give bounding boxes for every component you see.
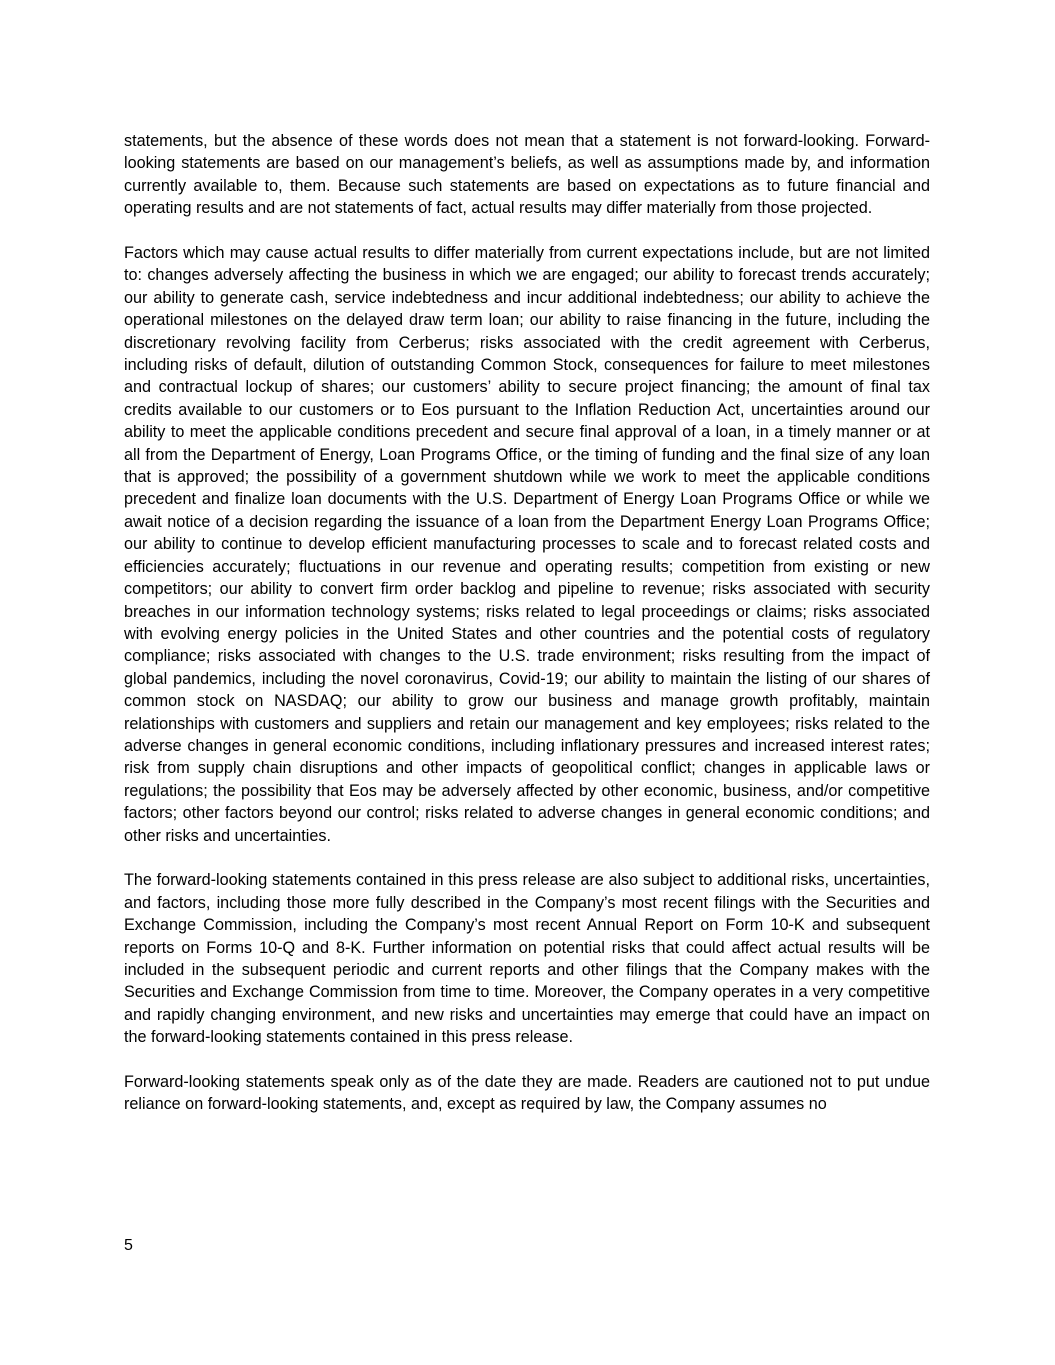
- paragraph-additional-risks: The forward-looking statements contained in this press release are also subject to additional risks, uncertainties, and factors, including those more fully described in the Company’s most recent filings with the Securities and Exchange Commission, including the Company’s most recent Annual Report on Form 10-K and subsequent reports on Forms 10-Q and 8-K. Further information on potential risks that could affect actual results will be included in the subsequent periodic and current reports and other filings that the Company makes with the Securities and Exchange Commission from time to time. Moreover, the Company operates in a very competitive and rapidly changing environment, and new risks and uncertainties may emerge that could have an impact on the forward-looking statements contained in this press release.: [124, 871, 930, 1047]
- page-number: 5: [124, 1237, 133, 1254]
- paragraph-risk-factors: Factors which may cause actual results to differ materially from current expectations include, but are not limited to: changes adversely affecting the business in which we are engaged; our ability to forecast trends accurately; our ability to generate cash, service indebtedness and incur additional indebtedness; our ability to achieve the operational milestones on the delayed draw term loan; our ability to raise financing in the future, including the discretionary revolving facility from Cerberus; risks associated with the credit agreement with Cerberus, including risks of default, dilution of outstanding Common Stock, consequences for failure to meet milestones and contractual lockup of shares; our customers’ ability to secure project financing; the amount of final tax credits available to our customers or to Eos pursuant to the Inflation Reduction Act, uncertainties around our ability to meet the applicable conditions precedent and secure final approval of a loan, in a timely manner or at all from the Department of Energy, Loan Programs Office, or the timing of funding and the final size of any loan that is approved; the possibility of a government shutdown while we work to meet the applicable conditions precedent and finalize loan documents with the U.S. Department of Energy Loan Programs Office or while we await notice of a decision regarding the issuance of a loan from the Department Energy Loan Programs Office; our ability to continue to develop efficient manufacturing processes to scale and to forecast related costs and efficiencies accurately; fluctuations in our revenue and operating results; competition from existing or new competitors; our ability to convert firm order backlog and pipeline to revenue; risks associated with security breaches in our information technology systems; risks related to legal proceedings or claims; risks associated with evolving energy policies in the United States and other countries and the potential costs of regulatory compliance; risks associated with changes to the U.S. trade environment; risks resulting from the impact of global pandemics, including the novel coronavirus, Covid-19; our ability to maintain the listing of our shares of common stock on NASDAQ; our ability to grow our business and manage growth profitably, maintain relationships with customers and suppliers and retain our management and key employees; risks related to the adverse changes in general economic conditions, including inflationary pressures and increased interest rates; risk from supply chain disruptions and other impacts of geopolitical conflict; changes in applicable laws or regulations; the possibility that Eos may be adversely affected by other economic, business, and/or competitive factors; other factors beyond our control; risks related to adverse changes in general economic conditions; and other risks and uncertainties.: [124, 244, 930, 845]
- paragraph-reliance-caution: Forward-looking statements speak only as of the date they are made. Readers are cautioned not to put undue reliance on forward-looking statements, and, except as required by law, the Company assumes no: [124, 1073, 930, 1114]
- paragraph-forward-looking-intro: statements, but the absence of these words does not mean that a statement is not forward-looking. Forward-looking statements are based on our management’s beliefs, as well as assumptions made by, and information currently available to, them. Because such statements are based on expectations as to future financial and operating results and are not statements of fact, actual results may differ materially from those projected.: [124, 132, 930, 218]
- page-body: [124, 130, 930, 1116]
